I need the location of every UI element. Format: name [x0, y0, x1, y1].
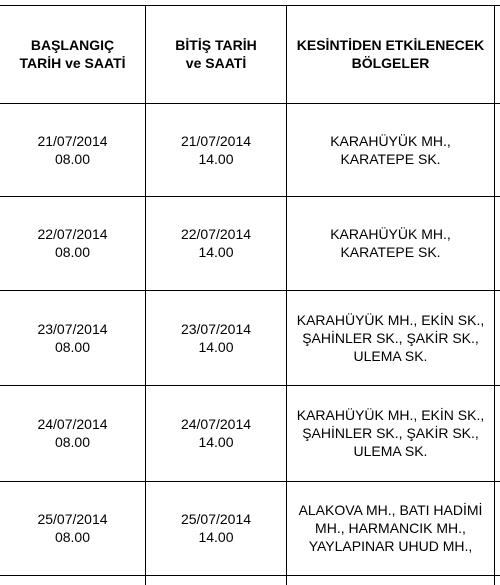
table-row [0, 196, 500, 290]
start-time: 08.00 [54, 529, 91, 545]
end-datetime-cell [146, 103, 286, 196]
regions-cell [287, 385, 494, 481]
start-time: 08.00 [54, 338, 91, 355]
end-time: 14.00 [198, 434, 234, 450]
region-line: MH., HARMANCIK MH., [315, 520, 466, 536]
table-row [0, 385, 500, 481]
start-datetime-cell [0, 385, 145, 481]
end-time: 14.00 [198, 529, 234, 545]
end-date: 24/07/2014 [180, 416, 252, 432]
header-text: ve SAATİ [185, 55, 247, 71]
start-date: 24/07/2014 [37, 416, 108, 432]
start-time: 08.00 [54, 434, 91, 450]
table-header-row [0, 5, 500, 103]
start-datetime-cell [0, 481, 145, 575]
end-date: 25/07/2014 [180, 511, 252, 527]
end-time: 14.00 [198, 150, 234, 167]
start-time: 08.00 [54, 150, 91, 167]
end-datetime-cell [146, 385, 286, 481]
region-line: ŞAHİNLER SK., ŞAKİR SK., [302, 425, 479, 441]
start-datetime-cell [0, 196, 145, 290]
region-line: KARATEPE SK. [340, 150, 441, 167]
start-time: 08.00 [54, 244, 91, 260]
header-text: BÖLGELER [351, 55, 430, 71]
start-date: 25/07/2014 [37, 511, 108, 527]
table-row [0, 103, 500, 196]
row-divider [0, 575, 500, 576]
header-text: BAŞLANGIÇ [30, 37, 115, 53]
region-line: ULEMA SK. [353, 347, 428, 364]
header-end-datetime [146, 5, 286, 103]
region-line: KARAHÜYÜK MH., EKİN SK., [296, 311, 485, 328]
start-date: 21/07/2014 [37, 132, 108, 149]
header-start-datetime [0, 5, 145, 103]
header-text: KESİNTİDEN ETKİLENECEK [296, 37, 485, 53]
header-affected-regions [287, 5, 494, 103]
region-line: KARAHÜYÜK MH., [330, 226, 451, 242]
region-line: KARAHÜYÜK MH., [330, 132, 451, 149]
region-line: ALAKOVA MH., BATI HADİMİ [298, 502, 483, 518]
start-datetime-cell [0, 290, 145, 385]
header-text: BİTİŞ TARİH [175, 37, 257, 53]
regions-cell [287, 481, 494, 575]
region-line: ŞAHİNLER SK., ŞAKİR SK., [302, 329, 479, 346]
end-time: 14.00 [198, 338, 234, 355]
region-line: YAYLAPINAR UHUD MH., [308, 538, 473, 554]
region-line: KARAHÜYÜK MH., EKİN SK., [296, 407, 485, 423]
table-row [0, 481, 500, 575]
end-datetime-cell [146, 290, 286, 385]
regions-cell [287, 290, 494, 385]
start-date: 22/07/2014 [37, 226, 108, 242]
end-date: 21/07/2014 [180, 132, 252, 149]
table-row [0, 290, 500, 385]
regions-cell [287, 103, 494, 196]
regions-cell [287, 196, 494, 290]
start-datetime-cell [0, 103, 145, 196]
region-line: ULEMA SK. [353, 443, 428, 459]
region-line: KARATEPE SK. [340, 244, 441, 260]
start-date: 23/07/2014 [37, 320, 108, 337]
end-date: 22/07/2014 [180, 226, 252, 242]
header-text: TARİH ve SAATİ [19, 55, 126, 71]
end-datetime-cell [146, 196, 286, 290]
end-datetime-cell [146, 481, 286, 575]
end-time: 14.00 [198, 244, 234, 260]
end-date: 23/07/2014 [180, 320, 252, 337]
